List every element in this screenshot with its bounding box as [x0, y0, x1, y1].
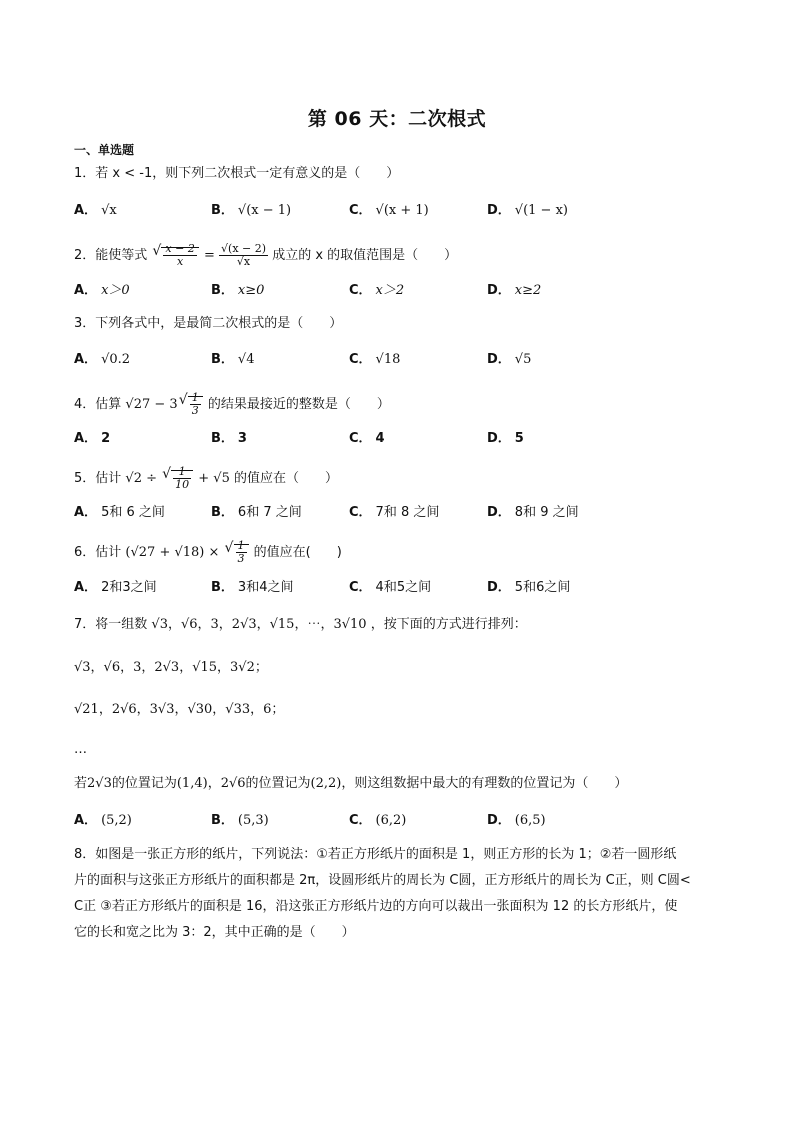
q6-option-c: C． 4和5之间 [349, 580, 432, 595]
q1-option-c: C． √(x + 1) [349, 203, 429, 218]
q1-option-d: D． √(1 − x) [487, 203, 568, 218]
q4-option-c: C． 4 [349, 431, 385, 446]
q2-option-a: A． x＞0 [74, 283, 130, 298]
q2-equation-left: √ $\frac{x - 2}{x}$ [152, 243, 198, 268]
question-4-stem: 4．估算 √27 − 3 √ $\frac{1}{3}$ 的结果最接近的整数是（ ） [74, 392, 390, 417]
q6-root-fraction: √ $\frac{1}{3}$ [225, 540, 249, 565]
q2-equation-right: $\frac{√(x - 2)}{√x}$ [221, 242, 267, 268]
section-heading: 一、单选题 [74, 143, 135, 157]
q4-option-d: D． 5 [487, 431, 524, 446]
q7-row-ellipsis: … [74, 742, 87, 757]
page-title: 第 06 天：二次根式 [307, 108, 487, 130]
question-2-stem: 2．能使等式 √ $\frac{x - 2}{x}$ = $\frac{√(x - 2)}{√x}$ 成立的 x 的取值范围是（ ） [74, 243, 457, 268]
q6-option-a: A． 2和3之间 [74, 580, 157, 595]
q7-row-2: √21，2√6，3√3，√30，√33，6； [74, 702, 285, 717]
question-1-stem: 1．若 x < -1，则下列二次根式一定有意义的是（ ） [74, 166, 400, 181]
q1-option-a: A． √x [74, 203, 117, 218]
q2-option-c: C． x＞2 [349, 283, 405, 298]
q3-option-c: C． √18 [349, 352, 401, 367]
q3-option-a: A． √0.2 [74, 352, 131, 367]
q7-option-c: C． (6,2) [349, 813, 407, 828]
q1-option-b: B． √(x − 1) [211, 203, 292, 218]
q2-option-d: D． x≥2 [487, 283, 542, 298]
q8-line-4: 它的长和宽之比为 3：2，其中正确的是（ ） [74, 925, 355, 940]
q5-option-d: D． 8和 9 之间 [487, 505, 579, 520]
q3-option-b: B． √4 [211, 352, 255, 367]
question-6-stem: 6．估计 (√27 + √18) × √ $\frac{1}{3}$ 的值应在( ) [74, 540, 342, 565]
question-5-stem: 5．估计 √2 ÷ √ $\frac{1}{10}$ + √5 的值应在（ ） [74, 466, 338, 491]
q5-option-c: C． 7和 8 之间 [349, 505, 440, 520]
q4-root-fraction: √ $\frac{1}{3}$ [179, 392, 203, 417]
q4-option-a: A． 2 [74, 431, 111, 446]
q7-option-b: B． (5,3) [211, 813, 269, 828]
q3-option-d: D． √5 [487, 352, 532, 367]
q8-line-3: C正 ③若正方形纸片的面积是 16，沿这张正方形纸片边的方向可以裁出一张面积为 12 的长方形纸片，使 [74, 899, 678, 914]
question-7-stem: 7．将一组数 √3，√6，3，2√3，√15，⋯，3√10 ，按下面的方式进行排列： [74, 617, 527, 632]
q7-condition: 若2√3的位置记为(1,4)，2√6的位置记为(2,2)，则这组数据中最大的有理数的位置记为（ ） [74, 776, 628, 791]
q7-option-a: A． (5,2) [74, 813, 132, 828]
q8-line-2: 片的面积与这张正方形纸片的面积都是 2π，设圆形纸片的周长为 C圆，正方形纸片的周长为 C正，则 C圆< [74, 873, 691, 888]
q5-option-a: A． 5和 6 之间 [74, 505, 165, 520]
q5-option-b: B． 6和 7 之间 [211, 505, 302, 520]
q8-line-1: 8．如图是一张正方形的纸片，下列说法：①若正方形纸片的面积是 1，则正方形的长为 1；②若一圆形纸 [74, 847, 677, 862]
q7-row-1: √3，√6，3，2√3，√15，3√2； [74, 660, 268, 675]
q4-option-b: B． 3 [211, 431, 247, 446]
question-8-stem [74, 842, 724, 946]
q7-option-d: D． (6,5) [487, 813, 546, 828]
question-3-stem: 3．下列各式中，是最简二次根式的是（ ） [74, 316, 343, 331]
q6-option-b: B． 3和4之间 [211, 580, 294, 595]
q2-option-b: B． x≥0 [211, 283, 265, 298]
q5-root-fraction: √ $\frac{1}{10}$ [162, 466, 193, 491]
q6-option-d: D． 5和6之间 [487, 580, 571, 595]
